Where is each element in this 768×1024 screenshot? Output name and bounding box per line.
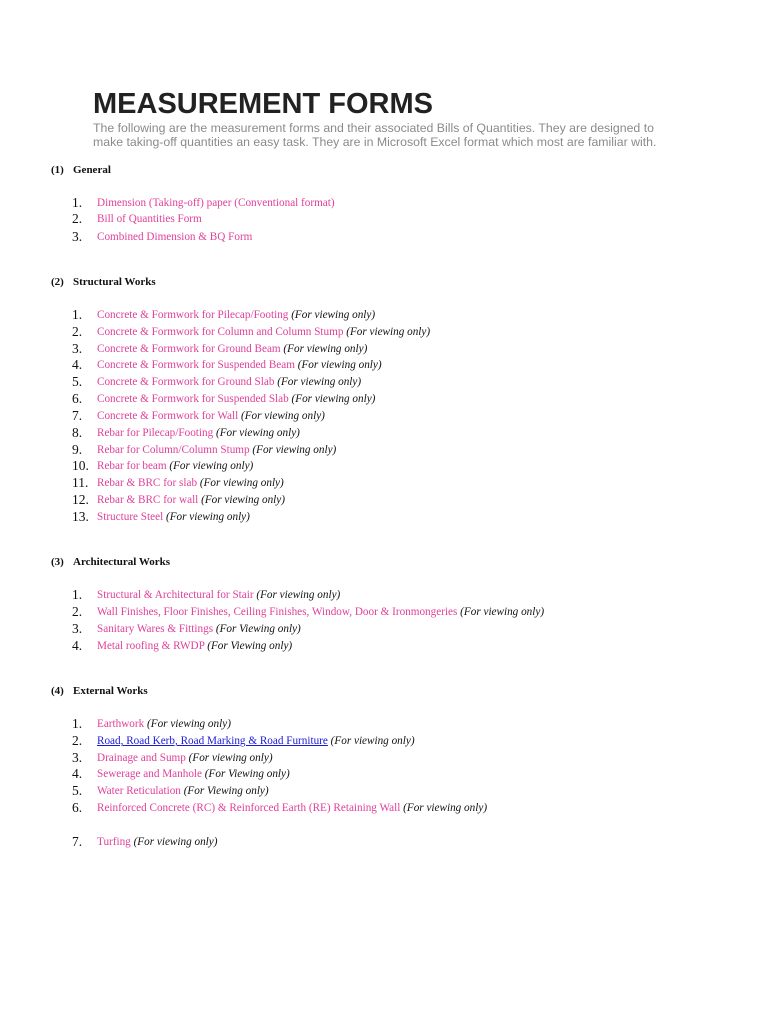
form-link[interactable]: Water Reticulation <box>97 785 181 797</box>
item-number: 4. <box>72 357 83 372</box>
viewing-note: (For viewing only) <box>256 589 341 601</box>
viewing-note: (For viewing only) <box>252 444 337 456</box>
item-number: 12. <box>72 492 89 507</box>
form-link[interactable]: Concrete & Formwork for Suspended Slab <box>97 393 289 405</box>
form-link[interactable]: Rebar & BRC for wall <box>97 494 199 506</box>
viewing-note: (For viewing only) <box>297 359 382 371</box>
section-title: Structural Works <box>73 276 156 288</box>
form-link[interactable]: Reinforced Concrete (RC) & Reinforced Earth (RE) Retaining Wall <box>97 802 401 814</box>
item-number: 13. <box>72 509 89 524</box>
form-link[interactable]: Earthwork <box>97 718 145 730</box>
form-link[interactable]: Rebar & BRC for slab <box>97 477 198 489</box>
section-heading-external-works <box>51 684 148 698</box>
section-heading-architectural-works <box>51 555 170 569</box>
form-link[interactable]: Sewerage and Manhole <box>97 768 202 780</box>
viewing-note: (For Viewing only) <box>183 785 269 797</box>
viewing-note: (For viewing only) <box>165 511 250 523</box>
item-number: 7. <box>72 834 83 849</box>
viewing-note: (For Viewing only) <box>215 623 301 635</box>
viewing-note: (For viewing only) <box>460 606 545 618</box>
intro-paragraph: The following are the measurement forms and their associated Bills of Quantities. They are designed to make taking-off quantities an easy task. They are in Microsoft Excel format which most are familiar with. <box>93 121 657 149</box>
viewing-note: (For viewing only) <box>199 477 284 489</box>
form-link[interactable]: Turfing <box>97 836 131 848</box>
item-number: 1. <box>72 587 83 602</box>
form-link[interactable]: Rebar for Column/Column Stump <box>97 444 250 456</box>
viewing-note: (For viewing only) <box>216 427 300 439</box>
item-number: 2. <box>72 604 83 619</box>
viewing-note: (For viewing only) <box>291 309 376 321</box>
form-link[interactable]: Concrete & Formwork for Column and Column Stump <box>97 326 344 338</box>
section-number: (4) <box>51 685 64 697</box>
viewing-note: (For viewing only) <box>147 718 231 730</box>
form-link[interactable]: Combined Dimension & BQ Form <box>97 231 253 243</box>
section-number: (1) <box>51 164 64 176</box>
viewing-note: (For viewing only) <box>241 410 325 422</box>
item-number: 5. <box>72 374 83 389</box>
item-number: 1. <box>72 195 83 210</box>
section-number: (3) <box>51 556 64 568</box>
item-number: 10. <box>72 458 89 473</box>
viewing-note: (For viewing only) <box>403 802 488 814</box>
item-number: 2. <box>72 211 83 226</box>
item-number: 4. <box>72 766 83 781</box>
form-link[interactable]: Rebar for beam <box>97 460 167 472</box>
form-link[interactable]: Sanitary Wares & Fittings <box>97 623 214 635</box>
viewing-note: (For viewing only) <box>330 735 415 747</box>
form-link[interactable]: Drainage and Sump <box>97 752 186 764</box>
form-link[interactable]: Concrete & Formwork for Ground Beam <box>97 343 281 355</box>
viewing-note: (For Viewing only) <box>207 640 293 652</box>
form-link[interactable]: Structural & Architectural for Stair <box>97 589 254 601</box>
viewing-note: (For viewing only) <box>291 393 376 405</box>
item-number: 3. <box>72 341 83 356</box>
form-link[interactable]: Wall Finishes, Floor Finishes, Ceiling Finishes, Window, Door & Ironmongeries <box>97 606 458 618</box>
viewing-note: (For viewing only) <box>346 326 431 338</box>
section-title: General <box>73 164 111 176</box>
item-number: 2. <box>72 324 83 339</box>
item-number: 1. <box>72 307 83 322</box>
viewing-note: (For Viewing only) <box>204 768 290 780</box>
viewing-note: (For viewing only) <box>169 460 254 472</box>
section-title: Architectural Works <box>73 556 171 568</box>
item-number: 6. <box>72 800 83 815</box>
form-link[interactable]: Road, Road Kerb, Road Marking & Road Furniture <box>97 735 328 747</box>
form-link[interactable]: Concrete & Formwork for Wall <box>97 410 239 422</box>
viewing-note: (For viewing only) <box>133 836 218 848</box>
viewing-note: (For viewing only) <box>201 494 285 506</box>
item-number: 9. <box>72 442 83 457</box>
form-link[interactable]: Bill of Quantities Form <box>97 213 202 225</box>
item-number: 7. <box>72 408 83 423</box>
section-number: (2) <box>51 276 64 288</box>
item-number: 4. <box>72 638 83 653</box>
item-number: 2. <box>72 733 83 748</box>
item-number: 11. <box>72 475 89 490</box>
viewing-note: (For viewing only) <box>283 343 368 355</box>
form-link[interactable]: Concrete & Formwork for Pilecap/Footing <box>97 309 289 321</box>
section-heading-general <box>51 163 111 177</box>
section-title: External Works <box>73 685 148 697</box>
item-number: 3. <box>72 229 83 244</box>
item-number: 3. <box>72 621 83 636</box>
form-link[interactable]: Rebar for Pilecap/Footing <box>97 427 214 439</box>
page-title: MEASUREMENT FORMS <box>93 88 433 120</box>
form-link[interactable]: Concrete & Formwork for Ground Slab <box>97 376 275 388</box>
form-link[interactable]: Metal roofing & RWDP <box>97 640 205 652</box>
item-number: 8. <box>72 425 83 440</box>
viewing-note: (For viewing only) <box>277 376 362 388</box>
form-link[interactable]: Dimension (Taking-off) paper (Conventional format) <box>97 197 335 209</box>
form-link[interactable]: Structure Steel <box>97 511 164 523</box>
item-number: 3. <box>72 750 83 765</box>
item-number: 5. <box>72 783 83 798</box>
viewing-note: (For viewing only) <box>188 752 273 764</box>
form-link[interactable]: Concrete & Formwork for Suspended Beam <box>97 359 295 371</box>
item-number: 1. <box>72 716 83 731</box>
section-heading-structural-works <box>51 275 156 289</box>
item-number: 6. <box>72 391 83 406</box>
